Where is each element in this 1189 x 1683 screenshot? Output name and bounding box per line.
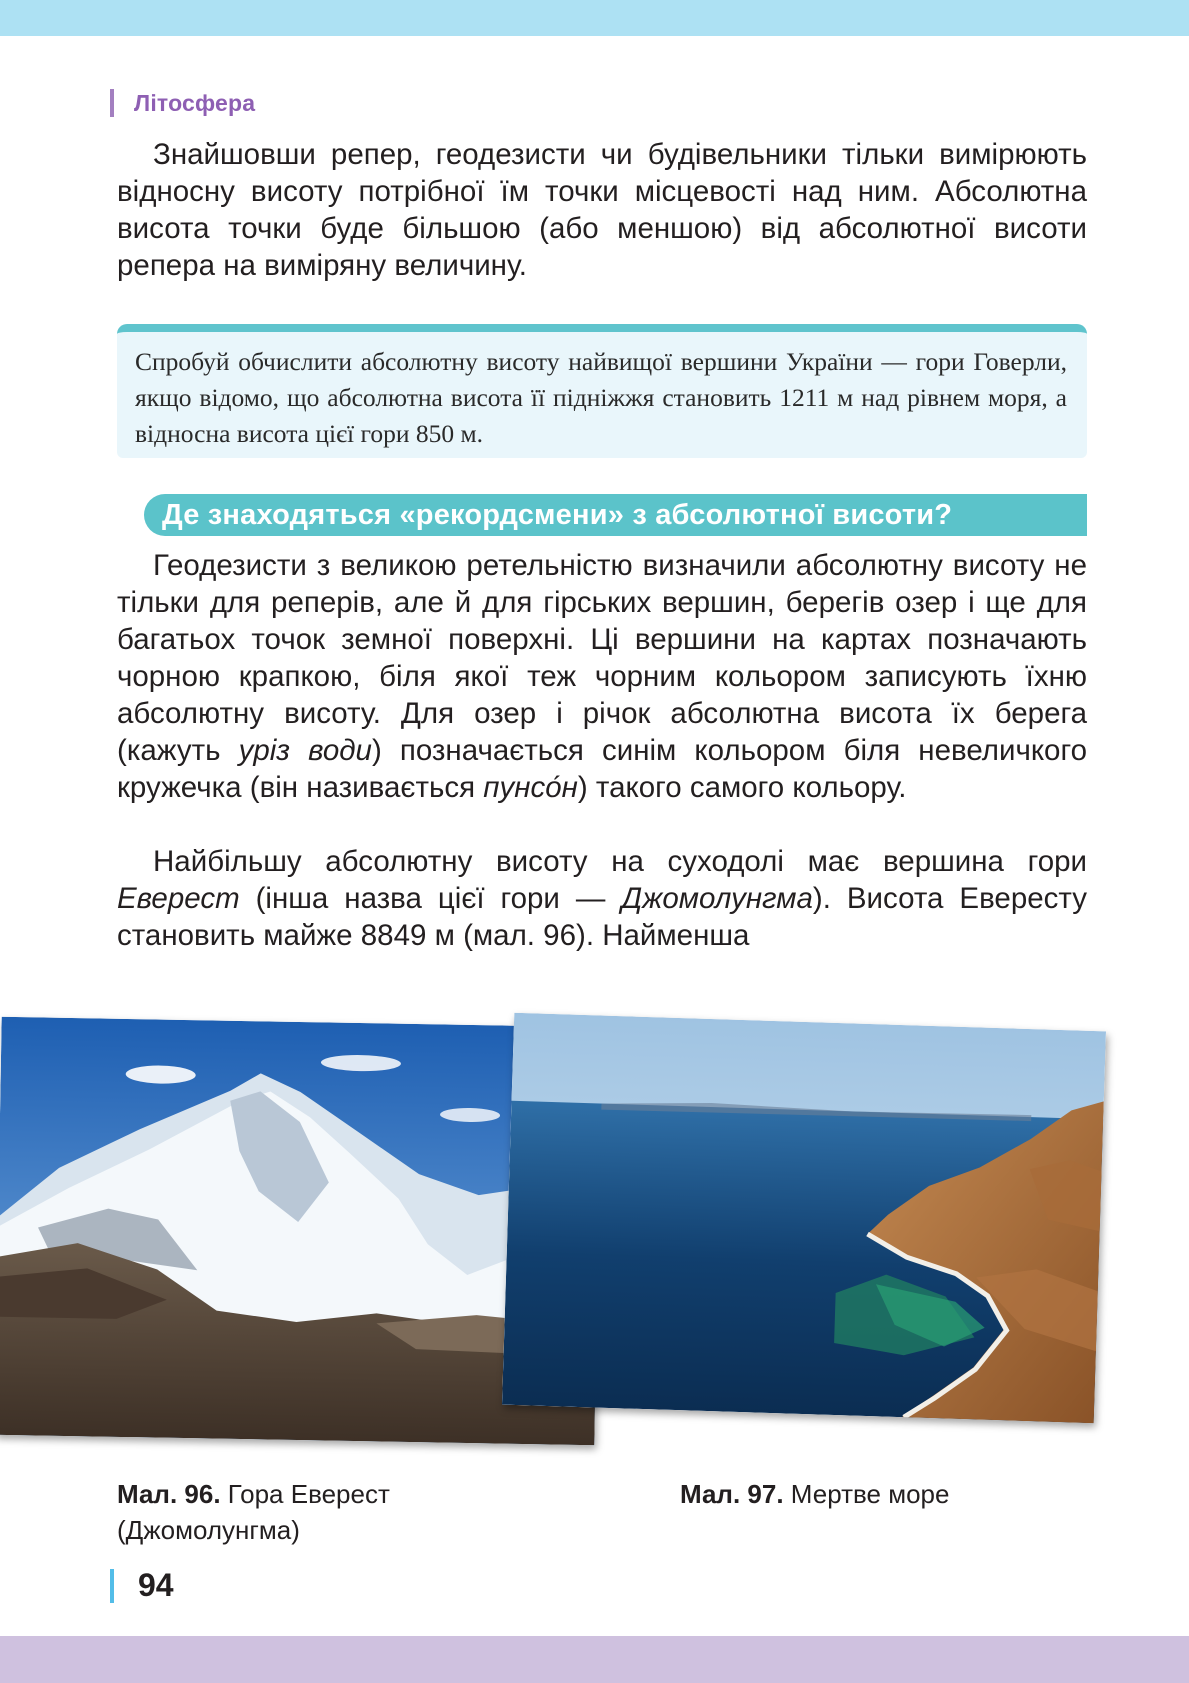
paragraph-1-text: Знайшовши репер, геодезисти чи будівельники тільки вимірюють відносну висоту потрібної їм точки місцевості над ним. Абсолютна висота точки буде більшою (або меншою) від абсолютної висоти репера на виміряну величину.	[117, 138, 1087, 282]
term-dzhomolungma: Джомолунгма	[621, 882, 813, 915]
dead-sea-photo	[502, 1013, 1106, 1423]
figure-97-caption	[680, 1476, 1060, 1512]
figure-97-text: Мертве море	[790, 1479, 950, 1509]
figure-96-caption	[117, 1476, 457, 1548]
page-number-text: 94	[138, 1567, 174, 1603]
paragraph-2	[117, 547, 1087, 806]
bottom-color-band	[0, 1636, 1189, 1683]
running-head-bar	[110, 89, 114, 117]
paragraph-1	[117, 136, 1087, 284]
term-everest: Еверест	[117, 882, 240, 915]
term-punson: пунсо́н	[483, 771, 578, 804]
paragraph-2-text-a: Геодезисти з великою ретельністю визначили абсолютну висоту не тільки для реперів, але й для гірських вершин, берегів озер і ще для багатьох точок земної поверхні. Ці вершини на картах позначають чорною крапкою, біля якої теж чорним кольором записують їхню абсолютну висоту. Для озер і річок абсолютна висота їх берега (кажуть	[117, 549, 1087, 767]
paragraph-2-text-b: ) позначається синім кольором біля невеличкого кружечка (він називається	[117, 734, 1087, 804]
section-heading-text: Де знаходяться «рекордсмени» з абсолютної висоти?	[162, 498, 953, 531]
page-number-bar	[110, 1569, 114, 1603]
paragraph-3-text-c: ). Висота Евересту становить майже 8849 м (мал. 96). Найменша	[117, 882, 1087, 952]
running-head	[110, 88, 255, 118]
figure-97-label: Мал. 97.	[680, 1479, 784, 1509]
top-color-band	[0, 0, 1189, 36]
paragraph-3	[117, 843, 1087, 954]
paragraph-3-text-a: Найбільшу абсолютну висоту на суходолі має вершина гори	[153, 845, 1087, 878]
figure-96-text: Гора Еверест (Джомолунгма)	[117, 1479, 390, 1545]
task-text: Спробуй обчислити абсолютну висоту найвищої вершини України — гори Говерли, якщо відомо, що абсолютна висота її підніжжя становить 1211 м над рівнем моря, а відносна висота цієї гори 850 м.	[135, 347, 1067, 448]
figure-96-label: Мал. 96.	[117, 1479, 221, 1509]
section-heading	[144, 494, 1087, 536]
term-uriz-vody: уріз води	[238, 734, 372, 767]
page-number	[110, 1567, 174, 1604]
paragraph-2-text-c: ) такого самого кольору.	[577, 771, 907, 804]
paragraph-3-text-b: (інша назва цієї гори —	[239, 882, 622, 915]
task-box	[117, 324, 1087, 458]
running-head-title: Літосфера	[134, 89, 256, 116]
